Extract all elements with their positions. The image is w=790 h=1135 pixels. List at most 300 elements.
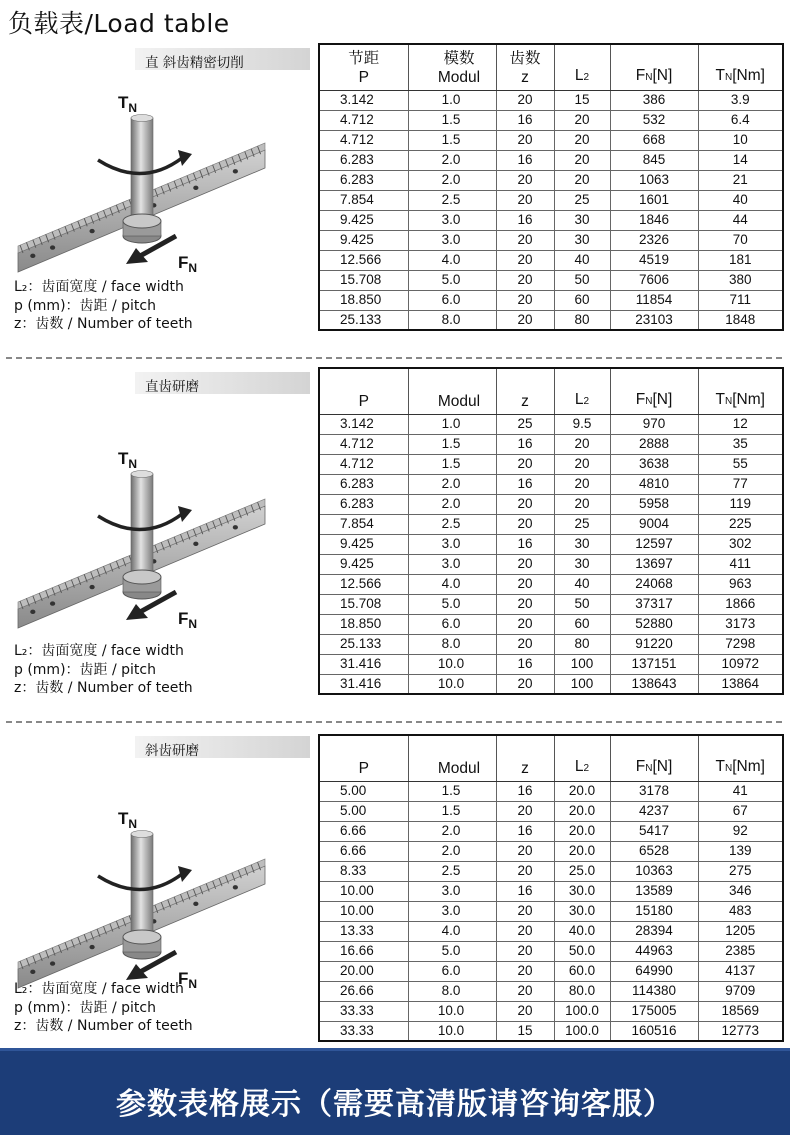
legend-pitch: p (mm)：齿距 / pitch bbox=[14, 661, 156, 678]
cell-pitch: 9.425 bbox=[319, 554, 408, 574]
table-header-row bbox=[319, 735, 783, 781]
cell-face-width: 80.0 bbox=[554, 981, 610, 1001]
cell-pitch: 33.33 bbox=[319, 1021, 408, 1041]
col-width-header: L2 bbox=[554, 44, 610, 90]
cell-face-width: 20.0 bbox=[554, 801, 610, 821]
rack-pinion-illustration bbox=[10, 88, 275, 283]
cell-face-width: 100.0 bbox=[554, 1021, 610, 1041]
table-row bbox=[319, 1001, 783, 1021]
cell-pitch: 18.850 bbox=[319, 614, 408, 634]
cell-teeth: 20 bbox=[496, 90, 554, 110]
cell-module: 3.0 bbox=[408, 554, 496, 574]
table-row bbox=[319, 130, 783, 150]
cell-pitch: 25.133 bbox=[319, 634, 408, 654]
cell-module: 4.0 bbox=[408, 250, 496, 270]
table-row bbox=[319, 1021, 783, 1041]
cell-torque: 275 bbox=[698, 861, 783, 881]
cell-torque: 483 bbox=[698, 901, 783, 921]
cell-teeth: 16 bbox=[496, 881, 554, 901]
cell-module: 3.0 bbox=[408, 230, 496, 250]
table-row bbox=[319, 594, 783, 614]
cell-torque: 14 bbox=[698, 150, 783, 170]
cell-module: 8.0 bbox=[408, 310, 496, 330]
legend-pitch: p (mm)：齿距 / pitch bbox=[14, 297, 156, 314]
cell-torque: 6.4 bbox=[698, 110, 783, 130]
cell-face-width: 20 bbox=[554, 110, 610, 130]
col-module-header: 模数 Modul bbox=[408, 44, 496, 90]
cell-force: 64990 bbox=[610, 961, 698, 981]
table-row bbox=[319, 961, 783, 981]
cell-force: 13697 bbox=[610, 554, 698, 574]
cell-face-width: 20 bbox=[554, 130, 610, 150]
banner-text: 参数表格展示（需要高清版请咨询客服） bbox=[116, 1087, 674, 1122]
table-row bbox=[319, 881, 783, 901]
cell-module: 2.0 bbox=[408, 474, 496, 494]
cell-torque: 380 bbox=[698, 270, 783, 290]
cell-teeth: 20 bbox=[496, 614, 554, 634]
col-pitch-header: P bbox=[319, 368, 408, 414]
cell-force: 5417 bbox=[610, 821, 698, 841]
cell-module: 1.5 bbox=[408, 801, 496, 821]
table-row bbox=[319, 250, 783, 270]
cell-face-width: 20 bbox=[554, 150, 610, 170]
legend-teeth: z：齿数 / Number of teeth bbox=[14, 680, 193, 696]
cell-module: 3.0 bbox=[408, 901, 496, 921]
table-row bbox=[319, 170, 783, 190]
cell-face-width: 60 bbox=[554, 290, 610, 310]
cell-force: 9004 bbox=[610, 514, 698, 534]
cell-module: 6.0 bbox=[408, 961, 496, 981]
cell-torque: 302 bbox=[698, 534, 783, 554]
cell-force: 4519 bbox=[610, 250, 698, 270]
cell-module: 6.0 bbox=[408, 614, 496, 634]
cell-teeth: 16 bbox=[496, 654, 554, 674]
cell-teeth: 20 bbox=[496, 634, 554, 654]
cell-torque: 3.9 bbox=[698, 90, 783, 110]
cell-torque: 44 bbox=[698, 210, 783, 230]
cell-module: 2.0 bbox=[408, 841, 496, 861]
legend-l2: L₂：齿面宽度 / face width bbox=[14, 279, 184, 295]
cell-pitch: 9.425 bbox=[319, 230, 408, 250]
tn-label: $T_N$ bbox=[118, 93, 138, 115]
cell-teeth: 20 bbox=[496, 514, 554, 534]
cell-pitch: 13.33 bbox=[319, 921, 408, 941]
cell-module: 2.0 bbox=[408, 821, 496, 841]
cell-torque: 77 bbox=[698, 474, 783, 494]
tn-label: $T_N$ bbox=[118, 809, 138, 831]
cell-pitch: 3.142 bbox=[319, 414, 408, 434]
cell-torque: 963 bbox=[698, 574, 783, 594]
cell-pitch: 15.708 bbox=[319, 594, 408, 614]
cell-torque: 35 bbox=[698, 434, 783, 454]
cell-force: 91220 bbox=[610, 634, 698, 654]
cell-torque: 346 bbox=[698, 881, 783, 901]
cell-force: 532 bbox=[610, 110, 698, 130]
cell-force: 114380 bbox=[610, 981, 698, 1001]
cell-pitch: 10.00 bbox=[319, 901, 408, 921]
col-width-header: L2 bbox=[554, 368, 610, 414]
cell-module: 2.0 bbox=[408, 494, 496, 514]
cell-teeth: 16 bbox=[496, 821, 554, 841]
cell-pitch: 5.00 bbox=[319, 801, 408, 821]
cell-teeth: 20 bbox=[496, 901, 554, 921]
table-row bbox=[319, 614, 783, 634]
cell-torque: 7298 bbox=[698, 634, 783, 654]
col-force-header: FN[N] bbox=[610, 368, 698, 414]
legend-pitch: p (mm)：齿距 / pitch bbox=[14, 999, 156, 1016]
col-pitch-header: P bbox=[319, 735, 408, 781]
cell-teeth: 16 bbox=[496, 474, 554, 494]
fn-label: $F_N$ bbox=[178, 253, 198, 275]
cell-teeth: 20 bbox=[496, 841, 554, 861]
cell-force: 13589 bbox=[610, 881, 698, 901]
cell-torque: 1866 bbox=[698, 594, 783, 614]
cell-module: 2.5 bbox=[408, 190, 496, 210]
table-row bbox=[319, 230, 783, 250]
cell-pitch: 33.33 bbox=[319, 1001, 408, 1021]
cell-module: 2.5 bbox=[408, 861, 496, 881]
cell-module: 3.0 bbox=[408, 210, 496, 230]
cell-module: 5.0 bbox=[408, 270, 496, 290]
cell-teeth: 20 bbox=[496, 190, 554, 210]
col-module-header: Modul bbox=[408, 368, 496, 414]
cell-face-width: 40 bbox=[554, 250, 610, 270]
table-row bbox=[319, 901, 783, 921]
cell-face-width: 25 bbox=[554, 514, 610, 534]
cell-torque: 1848 bbox=[698, 310, 783, 330]
cell-teeth: 20 bbox=[496, 170, 554, 190]
cell-teeth: 20 bbox=[496, 961, 554, 981]
cell-pitch: 9.425 bbox=[319, 534, 408, 554]
cell-force: 1846 bbox=[610, 210, 698, 230]
cell-teeth: 16 bbox=[496, 534, 554, 554]
pinion-gear bbox=[123, 930, 161, 959]
pinion-gear bbox=[123, 214, 161, 243]
cell-pitch: 4.712 bbox=[319, 454, 408, 474]
cell-teeth: 16 bbox=[496, 210, 554, 230]
cell-pitch: 20.00 bbox=[319, 961, 408, 981]
table-row bbox=[319, 634, 783, 654]
cell-face-width: 40 bbox=[554, 574, 610, 594]
cell-teeth: 20 bbox=[496, 801, 554, 821]
illustration-slot bbox=[10, 804, 275, 999]
cell-pitch: 9.425 bbox=[319, 210, 408, 230]
cell-face-width: 50 bbox=[554, 594, 610, 614]
col-torque-header: TN[Nm] bbox=[698, 368, 783, 414]
legend-teeth: z：齿数 / Number of teeth bbox=[14, 1018, 193, 1034]
cell-pitch: 6.66 bbox=[319, 821, 408, 841]
table-row bbox=[319, 841, 783, 861]
cell-face-width: 25.0 bbox=[554, 861, 610, 881]
rack-pinion-illustration bbox=[10, 804, 275, 999]
table-row bbox=[319, 921, 783, 941]
cell-face-width: 9.5 bbox=[554, 414, 610, 434]
cell-force: 44963 bbox=[610, 941, 698, 961]
cell-face-width: 20.0 bbox=[554, 821, 610, 841]
cell-teeth: 20 bbox=[496, 574, 554, 594]
cell-torque: 4137 bbox=[698, 961, 783, 981]
cell-force: 1063 bbox=[610, 170, 698, 190]
cell-module: 1.5 bbox=[408, 454, 496, 474]
table-row bbox=[319, 270, 783, 290]
cell-face-width: 30 bbox=[554, 230, 610, 250]
cell-module: 1.0 bbox=[408, 414, 496, 434]
cell-force: 160516 bbox=[610, 1021, 698, 1041]
cell-torque: 40 bbox=[698, 190, 783, 210]
cell-face-width: 100 bbox=[554, 654, 610, 674]
col-force-header: FN[N] bbox=[610, 44, 698, 90]
cell-torque: 10 bbox=[698, 130, 783, 150]
cell-face-width: 80 bbox=[554, 634, 610, 654]
cell-pitch: 6.283 bbox=[319, 494, 408, 514]
cell-torque: 70 bbox=[698, 230, 783, 250]
cell-force: 10363 bbox=[610, 861, 698, 881]
cell-module: 10.0 bbox=[408, 674, 496, 694]
cell-torque: 13864 bbox=[698, 674, 783, 694]
footer-banner bbox=[0, 1048, 790, 1135]
col-torque-header: TN[Nm] bbox=[698, 735, 783, 781]
cell-pitch: 6.283 bbox=[319, 150, 408, 170]
cell-force: 3638 bbox=[610, 454, 698, 474]
cell-force: 12597 bbox=[610, 534, 698, 554]
col-teeth-header: 齿数 z bbox=[496, 44, 554, 90]
cell-force: 138643 bbox=[610, 674, 698, 694]
cell-torque: 10972 bbox=[698, 654, 783, 674]
cell-pitch: 26.66 bbox=[319, 981, 408, 1001]
cell-force: 4810 bbox=[610, 474, 698, 494]
cell-face-width: 40.0 bbox=[554, 921, 610, 941]
cell-teeth: 20 bbox=[496, 290, 554, 310]
col-pitch-header: 节距 P bbox=[319, 44, 408, 90]
fn-label: $F_N$ bbox=[178, 969, 198, 991]
cell-pitch: 6.66 bbox=[319, 841, 408, 861]
cell-pitch: 7.854 bbox=[319, 514, 408, 534]
cell-face-width: 60 bbox=[554, 614, 610, 634]
table-row bbox=[319, 654, 783, 674]
cell-teeth: 15 bbox=[496, 1021, 554, 1041]
cell-module: 3.0 bbox=[408, 881, 496, 901]
cell-torque: 119 bbox=[698, 494, 783, 514]
fn-label: $F_N$ bbox=[178, 609, 198, 631]
table-row bbox=[319, 781, 783, 801]
cell-force: 137151 bbox=[610, 654, 698, 674]
cell-teeth: 16 bbox=[496, 150, 554, 170]
col-module-header: Modul bbox=[408, 735, 496, 781]
cell-face-width: 20 bbox=[554, 474, 610, 494]
cell-pitch: 5.00 bbox=[319, 781, 408, 801]
cell-force: 2326 bbox=[610, 230, 698, 250]
cell-teeth: 20 bbox=[496, 230, 554, 250]
cell-teeth: 20 bbox=[496, 594, 554, 614]
cell-torque: 411 bbox=[698, 554, 783, 574]
cell-torque: 55 bbox=[698, 454, 783, 474]
cell-teeth: 16 bbox=[496, 434, 554, 454]
cell-force: 4237 bbox=[610, 801, 698, 821]
col-teeth-header: z bbox=[496, 368, 554, 414]
cell-face-width: 30.0 bbox=[554, 881, 610, 901]
cell-face-width: 20 bbox=[554, 454, 610, 474]
cell-face-width: 30 bbox=[554, 554, 610, 574]
cell-pitch: 8.33 bbox=[319, 861, 408, 881]
cell-force: 28394 bbox=[610, 921, 698, 941]
cell-torque: 139 bbox=[698, 841, 783, 861]
cell-teeth: 20 bbox=[496, 941, 554, 961]
cell-pitch: 6.283 bbox=[319, 170, 408, 190]
table-row bbox=[319, 474, 783, 494]
cell-torque: 67 bbox=[698, 801, 783, 821]
cell-force: 37317 bbox=[610, 594, 698, 614]
cell-pitch: 12.566 bbox=[319, 250, 408, 270]
cell-force: 6528 bbox=[610, 841, 698, 861]
illustration-slot bbox=[10, 88, 275, 283]
table-row bbox=[319, 494, 783, 514]
cell-teeth: 16 bbox=[496, 781, 554, 801]
cell-face-width: 30.0 bbox=[554, 901, 610, 921]
cell-module: 1.5 bbox=[408, 130, 496, 150]
table-row bbox=[319, 674, 783, 694]
cell-module: 2.5 bbox=[408, 514, 496, 534]
cell-force: 970 bbox=[610, 414, 698, 434]
cell-teeth: 20 bbox=[496, 1001, 554, 1021]
cell-teeth: 20 bbox=[496, 921, 554, 941]
rack-pinion-illustration bbox=[10, 444, 275, 639]
table-row bbox=[319, 941, 783, 961]
cell-force: 24068 bbox=[610, 574, 698, 594]
table-row bbox=[319, 310, 783, 330]
cell-pitch: 4.712 bbox=[319, 434, 408, 454]
table-row bbox=[319, 981, 783, 1001]
table-row bbox=[319, 110, 783, 130]
table-row bbox=[319, 574, 783, 594]
table-row bbox=[319, 290, 783, 310]
cell-force: 52880 bbox=[610, 614, 698, 634]
cell-module: 4.0 bbox=[408, 574, 496, 594]
cell-pitch: 25.133 bbox=[319, 310, 408, 330]
cell-torque: 3173 bbox=[698, 614, 783, 634]
section-divider bbox=[6, 721, 782, 723]
table-row bbox=[319, 554, 783, 574]
cell-force: 5958 bbox=[610, 494, 698, 514]
cell-force: 668 bbox=[610, 130, 698, 150]
table-row bbox=[319, 190, 783, 210]
table-header-row bbox=[319, 44, 783, 90]
cell-teeth: 20 bbox=[496, 250, 554, 270]
cell-face-width: 20.0 bbox=[554, 781, 610, 801]
category-label: 直 斜齿精密切削 bbox=[135, 48, 310, 70]
cell-module: 2.0 bbox=[408, 150, 496, 170]
table-row bbox=[319, 210, 783, 230]
cell-module: 1.5 bbox=[408, 110, 496, 130]
cell-torque: 21 bbox=[698, 170, 783, 190]
table-row bbox=[319, 861, 783, 881]
cell-module: 3.0 bbox=[408, 534, 496, 554]
cell-force: 386 bbox=[610, 90, 698, 110]
legend bbox=[14, 980, 193, 1036]
cell-pitch: 16.66 bbox=[319, 941, 408, 961]
table-row bbox=[319, 514, 783, 534]
cell-torque: 225 bbox=[698, 514, 783, 534]
cell-face-width: 30 bbox=[554, 534, 610, 554]
section-divider bbox=[6, 357, 782, 359]
cell-module: 1.0 bbox=[408, 90, 496, 110]
tn-label: $T_N$ bbox=[118, 449, 138, 471]
cell-force: 1601 bbox=[610, 190, 698, 210]
cell-pitch: 4.712 bbox=[319, 130, 408, 150]
table-row bbox=[319, 434, 783, 454]
cell-pitch: 31.416 bbox=[319, 654, 408, 674]
cell-face-width: 25 bbox=[554, 190, 610, 210]
cell-pitch: 31.416 bbox=[319, 674, 408, 694]
section-helical-ground bbox=[0, 728, 790, 1046]
cell-force: 11854 bbox=[610, 290, 698, 310]
table-row bbox=[319, 414, 783, 434]
cell-module: 6.0 bbox=[408, 290, 496, 310]
cell-force: 3178 bbox=[610, 781, 698, 801]
cell-teeth: 16 bbox=[496, 110, 554, 130]
cell-face-width: 60.0 bbox=[554, 961, 610, 981]
cell-teeth: 20 bbox=[496, 861, 554, 881]
table-header-row bbox=[319, 368, 783, 414]
cell-force: 23103 bbox=[610, 310, 698, 330]
category-label: 直齿研磨 bbox=[135, 372, 310, 394]
legend bbox=[14, 642, 193, 698]
table-row bbox=[319, 90, 783, 110]
table-row bbox=[319, 534, 783, 554]
cell-torque: 12 bbox=[698, 414, 783, 434]
cell-teeth: 20 bbox=[496, 454, 554, 474]
table-row bbox=[319, 801, 783, 821]
cell-teeth: 25 bbox=[496, 414, 554, 434]
cell-force: 845 bbox=[610, 150, 698, 170]
section-precision-cut bbox=[0, 40, 790, 358]
cell-torque: 2385 bbox=[698, 941, 783, 961]
cell-torque: 18569 bbox=[698, 1001, 783, 1021]
legend-l2: L₂：齿面宽度 / face width bbox=[14, 643, 184, 659]
page-title: 负载表/Load table bbox=[8, 9, 230, 38]
legend-l2: L₂：齿面宽度 / face width bbox=[14, 981, 184, 997]
load-table-helical-ground bbox=[318, 734, 784, 1042]
cell-teeth: 20 bbox=[496, 554, 554, 574]
cell-pitch: 6.283 bbox=[319, 474, 408, 494]
cell-face-width: 80 bbox=[554, 310, 610, 330]
load-table-spur-ground bbox=[318, 367, 784, 695]
cell-torque: 92 bbox=[698, 821, 783, 841]
cell-face-width: 100 bbox=[554, 674, 610, 694]
col-teeth-header: z bbox=[496, 735, 554, 781]
cell-torque: 9709 bbox=[698, 981, 783, 1001]
cell-module: 8.0 bbox=[408, 981, 496, 1001]
cell-face-width: 20 bbox=[554, 170, 610, 190]
cell-torque: 12773 bbox=[698, 1021, 783, 1041]
cell-force: 7606 bbox=[610, 270, 698, 290]
cell-module: 5.0 bbox=[408, 941, 496, 961]
load-table-precision-cut bbox=[318, 43, 784, 331]
cell-torque: 1205 bbox=[698, 921, 783, 941]
cell-pitch: 10.00 bbox=[319, 881, 408, 901]
cell-pitch: 4.712 bbox=[319, 110, 408, 130]
col-force-header: FN[N] bbox=[610, 735, 698, 781]
illustration-slot bbox=[10, 444, 275, 639]
cell-face-width: 20 bbox=[554, 434, 610, 454]
cell-face-width: 20 bbox=[554, 494, 610, 514]
cell-torque: 711 bbox=[698, 290, 783, 310]
col-width-header: L2 bbox=[554, 735, 610, 781]
cell-teeth: 20 bbox=[496, 130, 554, 150]
cell-module: 10.0 bbox=[408, 654, 496, 674]
cell-teeth: 20 bbox=[496, 270, 554, 290]
category-label: 斜齿研磨 bbox=[135, 736, 310, 758]
cell-teeth: 20 bbox=[496, 494, 554, 514]
